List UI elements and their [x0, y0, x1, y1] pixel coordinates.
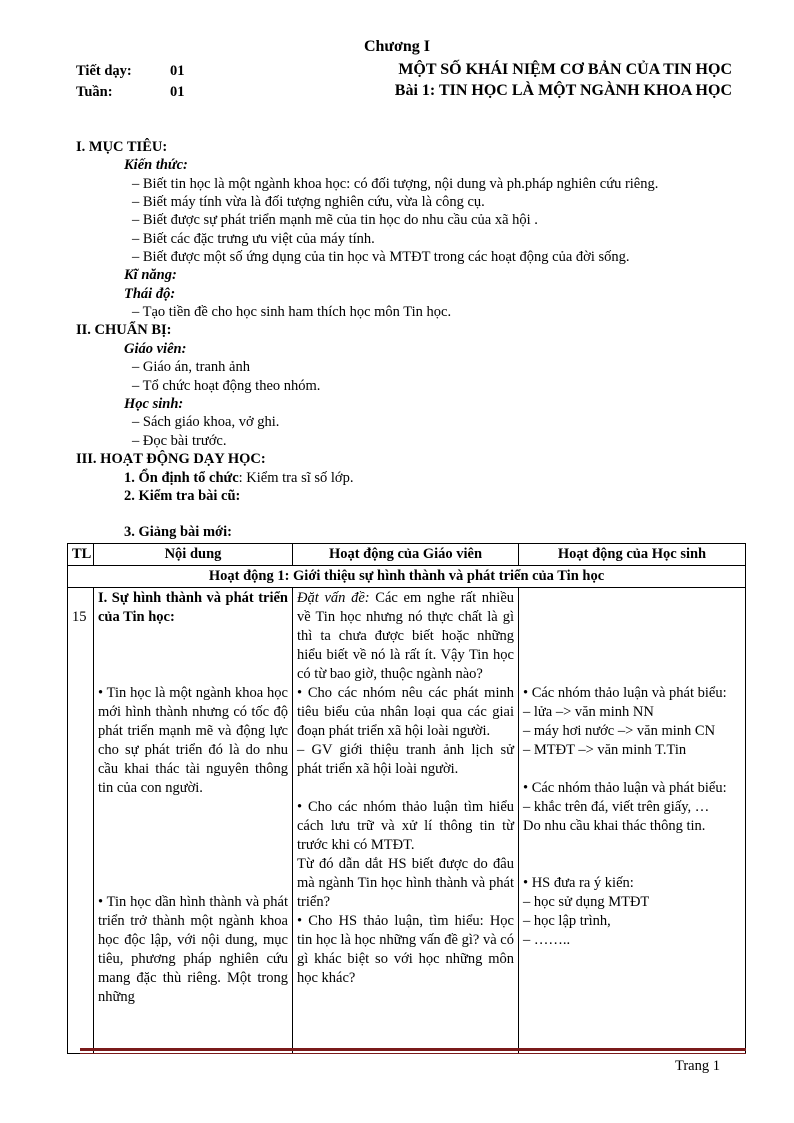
dat-van-de-text: Các em nghe rất nhiều về Tin học nhưng nó thực chất là gì thì ta chưa được biết hoặc những hiểu biết về nó là rất ít. Vậy Tin học có từ bao giờ, thuộc ngành nào?: [297, 590, 515, 682]
step-on-dinh-label: 1. Ổn định tổ chức: [124, 470, 239, 486]
tiet-day-value: 01: [170, 63, 185, 79]
activity-title: Hoạt động 1: Giới thiệu sự hình thành và phát triển của Tin học: [68, 566, 746, 588]
hoc-sinh-item: – học lập trình,: [523, 913, 611, 929]
hoc-sinh-item: – khắc trên đá, viết trên giấy, …: [523, 799, 710, 815]
tuan-value: 01: [170, 84, 185, 100]
ki-nang-label: Kĩ năng:: [124, 267, 177, 283]
hoc-sinh-intro: • HS đưa ra ý kiến:: [523, 875, 634, 891]
column-header-hoc-sinh: Hoạt động của Học sinh: [519, 544, 746, 566]
lesson-table: [67, 543, 746, 1054]
kien-thuc-item: – Biết được sự phát triển mạnh mẽ của tin học do nhu cầu của xã hội .: [132, 212, 538, 228]
column-header-tl: TL: [68, 544, 94, 566]
step-giang-bai-label: 3. Giảng bài mới:: [124, 524, 232, 540]
step-on-dinh: [124, 470, 353, 487]
thai-do-item: – Tạo tiền đề cho học sinh ham thích học môn Tin học.: [132, 304, 452, 320]
table-row: [68, 588, 746, 1054]
giao-vien-paragraph: • Cho HS thảo luận, tìm hiểu: Học tin học là học những vấn đề gì? và có gì khác biệt so với học những môn học khác?: [297, 913, 514, 986]
lesson-title: Bài 1: TIN HỌC LÀ MỘT NGÀNH KHOA HỌC: [394, 82, 732, 99]
section-muc-tieu-heading: I. MỤC TIÊU:: [76, 139, 168, 155]
activity-title-row: [68, 566, 746, 588]
noi-dung-heading: I. Sự hình thành và phát triển của Tin học:: [98, 590, 288, 625]
hoc-sinh-item: – máy hơi nước –> văn minh CN: [523, 723, 716, 739]
giao-vien-paragraph: – GV giới thiệu tranh ảnh lịch sử phát triển xã hội loài người.: [297, 742, 514, 777]
kien-thuc-item: – Biết các đặc trưng ưu việt của máy tính.: [132, 231, 375, 247]
tiet-day-line: [76, 63, 185, 80]
giao-vien-item: – Giáo án, tranh ảnh: [132, 359, 250, 375]
giao-vien-cell: [293, 588, 519, 1054]
tl-cell: [68, 588, 94, 1054]
page-number: Trang 1: [675, 1058, 720, 1074]
hoc-sinh-item: – ……..: [523, 932, 571, 948]
giao-vien-paragraph: • Cho các nhóm nêu các phát minh tiêu biểu của nhân loại qua các giai đoạn phát triển xã hội loài người.: [297, 685, 514, 739]
giao-vien-paragraph: Từ đó dẫn dắt HS biết được do đâu mà ngành Tin học hình thành và phát triển?: [297, 856, 514, 910]
footer-rule-thick: [80, 1048, 746, 1051]
hoc-sinh-cell: [519, 588, 746, 1054]
kien-thuc-item: – Biết được một số ứng dụng của tin học và MTĐT trong các hoạt động của đời sống.: [132, 249, 630, 265]
giao-vien-item: – Tổ chức hoạt động theo nhóm.: [132, 378, 321, 394]
step-kiem-tra-label: 2. Kiểm tra bài cũ:: [124, 488, 241, 504]
section-hoat-dong-heading: III. HOẠT ĐỘNG DẠY HỌC:: [76, 451, 266, 467]
column-header-noi-dung: Nội dung: [94, 544, 293, 566]
giao-vien-paragraph: • Cho các nhóm thảo luận tìm hiểu cách lưu trữ và xử lí thông tin từ trước khi có MTĐT.: [297, 799, 514, 853]
section-chuan-bi-heading: II. CHUẨN BỊ:: [76, 322, 172, 338]
hoc-sinh-item: – Đọc bài trước.: [132, 433, 227, 449]
tuan-line: [76, 84, 185, 101]
giao-vien-paragraph: [297, 589, 514, 684]
tl-value: 15: [72, 609, 87, 625]
giao-vien-label: Giáo viên:: [124, 341, 187, 357]
noi-dung-paragraph: • Tin học dần hình thành và phát triển trở thành một ngành khoa học độc lập, với nội dung, mục tiêu, phương pháp nghiên cứu mang đặc thù riêng. Một trong những: [98, 894, 288, 1005]
column-header-giao-vien: Hoạt động của Giáo viên: [293, 544, 519, 566]
tiet-day-label: Tiết dạy:: [76, 63, 132, 79]
hoc-sinh-item: Do nhu cầu khai thác thông tin.: [523, 818, 706, 834]
thai-do-label: Thái độ:: [124, 286, 176, 302]
noi-dung-cell: [94, 588, 293, 1054]
footer-rule-thin: [80, 1053, 746, 1054]
step-giang-bai: [124, 524, 232, 541]
hoc-sinh-item: – học sử dụng MTĐT: [523, 894, 650, 910]
chapter-number: Chương I: [363, 38, 431, 55]
hoc-sinh-intro: • Các nhóm thảo luận và phát biểu:: [523, 780, 727, 796]
kien-thuc-label: Kiến thức:: [124, 157, 188, 173]
dat-van-de-label: Đặt vấn đề:: [297, 590, 370, 606]
tuan-label: Tuần:: [76, 84, 113, 100]
step-kiem-tra: [124, 488, 240, 505]
kien-thuc-item: – Biết máy tính vừa là đối tượng nghiên cứu, vừa là công cụ.: [132, 194, 485, 210]
hoc-sinh-label: Học sinh:: [124, 396, 184, 412]
noi-dung-paragraph: • Tin học là một ngành khoa học mới hình thành nhưng có tốc độ phát triển mạnh mẽ và động lực cho sự phát triển đó là do nhu cầu khai thác tài nguyên thông tin của con người.: [98, 685, 288, 796]
hoc-sinh-item: – MTĐT –> văn minh T.Tin: [523, 742, 687, 758]
kien-thuc-item: – Biết tin học là một ngành khoa học: có đối tượng, nội dung và ph.pháp nghiên cứu riêng.: [132, 176, 659, 192]
hoc-sinh-intro: • Các nhóm thảo luận và phát biểu:: [523, 685, 727, 701]
hoc-sinh-item: – Sách giáo khoa, vở ghi.: [132, 414, 280, 430]
table-header-row: [68, 544, 746, 566]
hoc-sinh-item: – lửa –> văn minh NN: [523, 704, 654, 720]
chapter-title: MỘT SỐ KHÁI NIỆM CƠ BẢN CỦA TIN HỌC: [398, 61, 732, 78]
step-on-dinh-text: : Kiểm tra sĩ số lớp.: [238, 470, 354, 486]
